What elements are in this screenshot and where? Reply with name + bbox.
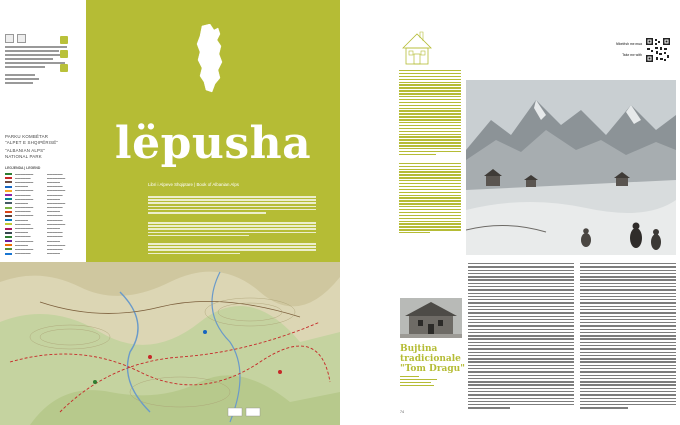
legend-item: ▬▬▬▬▬▬▬ ▬▬▬▬▬ (5, 226, 83, 230)
sidebar-text (399, 70, 461, 235)
mountain-village-photo (466, 80, 676, 255)
legend-item: ▬▬▬▬▬ ▬▬▬▬▬▬▬ (5, 201, 83, 205)
partner-badge-icon (60, 50, 68, 58)
legend-item: ▬▬▬▬▬▬▬ ▬▬▬▬▬ (5, 180, 83, 184)
contact-info (5, 46, 81, 68)
albania-map-icon (188, 24, 232, 94)
header-text-1: Mbetësh me mua (616, 42, 642, 46)
legend-line-icon (5, 194, 12, 196)
legend-item: ▬▬▬▬▬▬ ▬▬▬▬▬▬ (5, 193, 83, 197)
legend-item: ▬▬▬▬▬ ▬▬▬▬▬▬ (5, 185, 83, 189)
legend-item: ▬▬▬▬▬▬▬ ▬▬▬▬▬▬ (5, 172, 83, 176)
historical-photo-house (400, 298, 462, 338)
legend-item: ▬▬▬▬▬▬▬ ▬▬▬▬▬▬▬ (5, 189, 83, 193)
legend-line-icon (5, 223, 12, 225)
legend-item: ▬▬▬▬▬▬▬ ▬▬▬▬▬ (5, 239, 83, 243)
legend-line-icon (5, 181, 12, 183)
legend-line-icon (5, 173, 12, 175)
legend-item: ▬▬▬▬▬▬ ▬▬▬▬▬ (5, 210, 83, 214)
park-title-line3: "ALBANIAN ALPS" (5, 148, 46, 154)
article-headline (400, 344, 472, 374)
legend-line-icon (5, 190, 12, 192)
partner-icons (60, 36, 68, 72)
legend-line-icon (5, 219, 12, 221)
header-text-2: Take me with (622, 53, 642, 57)
headline-line2: tradicionale (400, 354, 461, 364)
legend-line-icon (5, 244, 12, 246)
cover-panel (86, 0, 340, 262)
partner-logo-icon (5, 34, 14, 43)
terrain-map-graphic (0, 262, 340, 425)
headline-line3: "Tom Dragu" (400, 364, 465, 374)
body-text-column-2 (580, 263, 676, 411)
legend-item: ▬▬▬▬▬▬▬ ▬▬▬▬▬ (5, 197, 83, 201)
headline-line1: Bujtina (400, 344, 438, 354)
intro-paragraph-3 (148, 243, 316, 256)
legend-item: ▬▬▬▬▬ ▬▬▬▬▬▬▬ (5, 243, 83, 247)
park-title-line1: PARKU KOMBËTAR (5, 134, 49, 139)
legend-item: ▬▬▬▬▬▬ ▬▬▬▬▬ (5, 252, 83, 256)
legend-heading: LEGJENDA | LEGEND (5, 166, 41, 170)
legend-line-icon (5, 202, 12, 204)
legend-line-icon (5, 198, 12, 200)
legend-item: ▬▬▬▬▬▬ ▬▬▬▬▬▬▬ (5, 222, 83, 226)
legend-item: ▬▬▬▬▬▬ ▬▬▬▬▬▬ (5, 235, 83, 239)
partner-badge-icon (60, 64, 68, 72)
legend-line-icon (5, 240, 12, 242)
partner-badge-icon (60, 36, 68, 44)
intro-paragraph-2 (148, 222, 316, 238)
legend-line-icon (5, 186, 12, 188)
page-number: 74 (400, 410, 404, 414)
legend-item: ▬▬▬▬▬ ▬▬▬▬▬▬ (5, 218, 83, 222)
legend-item: ▬▬▬▬▬ ▬▬▬▬▬▬ (5, 231, 83, 235)
park-title-line2: "ALPET E SHQIPËRISË" (5, 139, 59, 145)
legend-line-icon (5, 211, 12, 213)
legend-item: ▬▬▬▬▬▬ ▬▬▬▬▬▬▬ (5, 176, 83, 180)
photo-credit (400, 376, 462, 388)
park-title-line4: NATIONAL PARK (5, 153, 42, 159)
body-text-column-1 (468, 263, 574, 411)
page-header (616, 42, 642, 58)
house-illustration-icon (400, 28, 434, 66)
contact-info-2 (5, 74, 81, 84)
legend-line-icon (5, 232, 12, 234)
park-title (5, 134, 83, 159)
legend-line-icon (5, 177, 12, 179)
legend-list (5, 172, 83, 256)
legend-line-icon (5, 236, 12, 238)
partner-logo-icon (17, 34, 26, 43)
logo-row (5, 34, 81, 43)
legend-panel (0, 0, 86, 262)
brand-title: lëpusha (114, 118, 312, 169)
topographic-map (0, 262, 340, 425)
legend-item: ▬▬▬▬▬▬▬ ▬▬▬▬▬▬ (5, 247, 83, 251)
qr-code-icon (646, 38, 670, 62)
intro-paragraph (148, 196, 316, 215)
legend-item: ▬▬▬▬▬▬▬ ▬▬▬▬▬▬ (5, 206, 83, 210)
legend-item: ▬▬▬▬▬▬▬ ▬▬▬▬▬▬ (5, 214, 83, 218)
stone-house-photo (400, 298, 462, 338)
legend-line-icon (5, 207, 12, 209)
right-page (340, 0, 680, 425)
brand-subtitle: Libri i Alpeve Shqiptare | Book of Albanian Alps (148, 182, 239, 187)
legend-line-icon (5, 228, 12, 230)
legend-line-icon (5, 248, 12, 250)
legend-line-icon (5, 215, 12, 217)
legend-line-icon (5, 253, 12, 255)
historical-photo-mountain (466, 80, 676, 255)
